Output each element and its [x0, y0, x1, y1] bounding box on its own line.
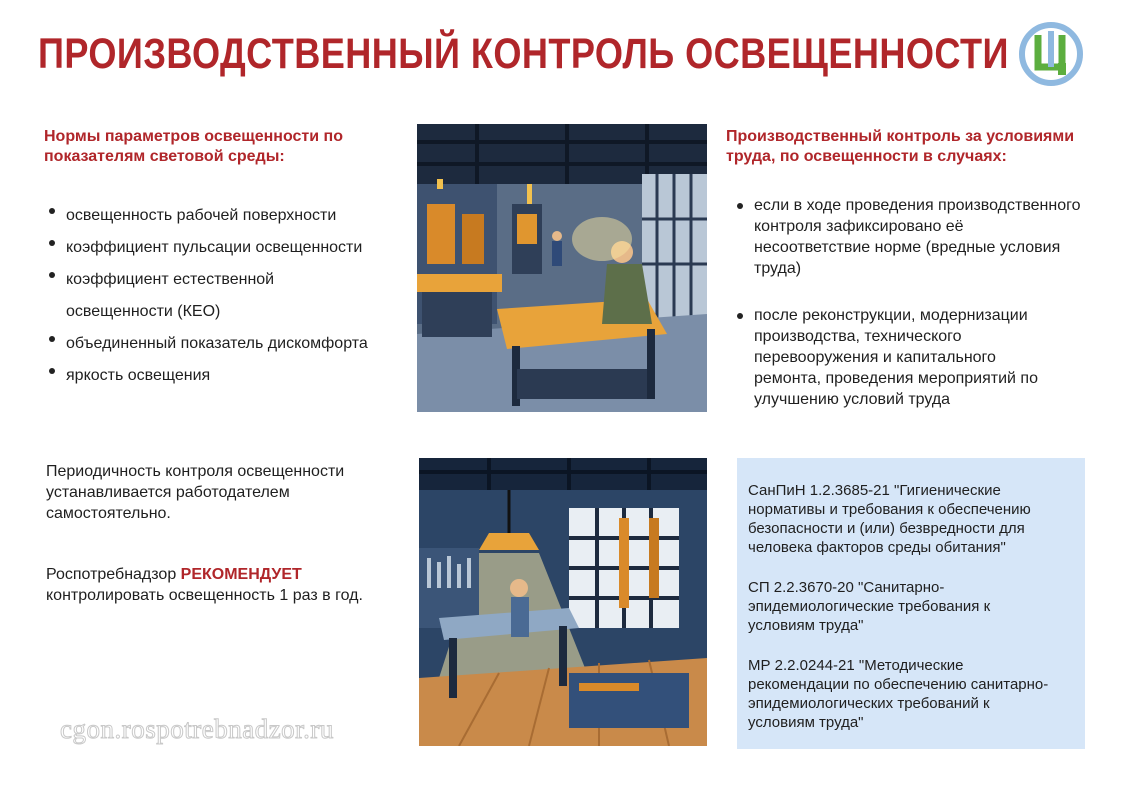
regulation-sanpin: СанПиН 1.2.3685-21 "Гигиенические нормативы и требования к обеспечению безопасности и (или) безвредности для человека факторов среды обитания" [748, 482, 1031, 556]
norms-list [46, 200, 406, 392]
norms-heading [44, 127, 343, 167]
list-item: освещенность рабочей поверхности [46, 200, 406, 232]
control-heading-line2: труда, по освещенности в случаях: [726, 148, 1007, 165]
workshop-illustration-bottom [419, 458, 707, 746]
list-item: после реконструкции, модернизации производства, технического перевооружения и капитального ремонта, проведения мероприятий по улучшению условий труда [734, 305, 1054, 410]
control-list [734, 195, 1084, 410]
periodicity-text: Периодичность контроля освещенности устанавливается работодателем самостоятельно. [46, 463, 345, 522]
list-item: коэффициент естественной освещенности (КЕО) [46, 264, 316, 328]
list-item: объединенный показатель дискомфорта [46, 328, 406, 360]
regulation-sp: СП 2.2.3670-20 "Санитарно-эпидемиологические требования к условиям труда" [748, 579, 991, 634]
control-heading [726, 127, 1074, 167]
norms-heading-line2: показателям световой среды: [44, 148, 285, 165]
norms-heading-line1: Нормы параметров освещенности по [44, 128, 343, 145]
watermark: cgon.rospotrebnadzor.ru [60, 714, 334, 744]
recommendation-prefix: Роспотребнадзор [46, 566, 181, 583]
workshop-illustration-top [417, 124, 707, 412]
regulation-mr: МР 2.2.0244-21 "Методические рекомендации по обеспечению санитарно-эпидемиологических требований к условиям труда" [748, 657, 1049, 731]
ts-letter-logo-icon [1018, 21, 1084, 87]
list-item: коэффициент пульсации освещенности [46, 232, 406, 264]
page-title: ПРОИЗВОДСТВЕННЫЙ КОНТРОЛЬ ОСВЕЩЕННОСТИ [38, 30, 1009, 78]
list-item: если в ходе проведения производственного контроля зафиксировано её несоответствие норме (вредные условия труда) [734, 195, 1084, 279]
recommendation-suffix: контролировать освещенность 1 раз в год. [46, 587, 363, 604]
recommendation-accent: РЕКОМЕНДУЕТ [180, 566, 302, 583]
list-item: яркость освещения [46, 360, 406, 392]
control-heading-line1: Производственный контроль за условиями [726, 128, 1075, 145]
regulations-box [737, 458, 1085, 749]
recommendation-text [46, 564, 406, 606]
